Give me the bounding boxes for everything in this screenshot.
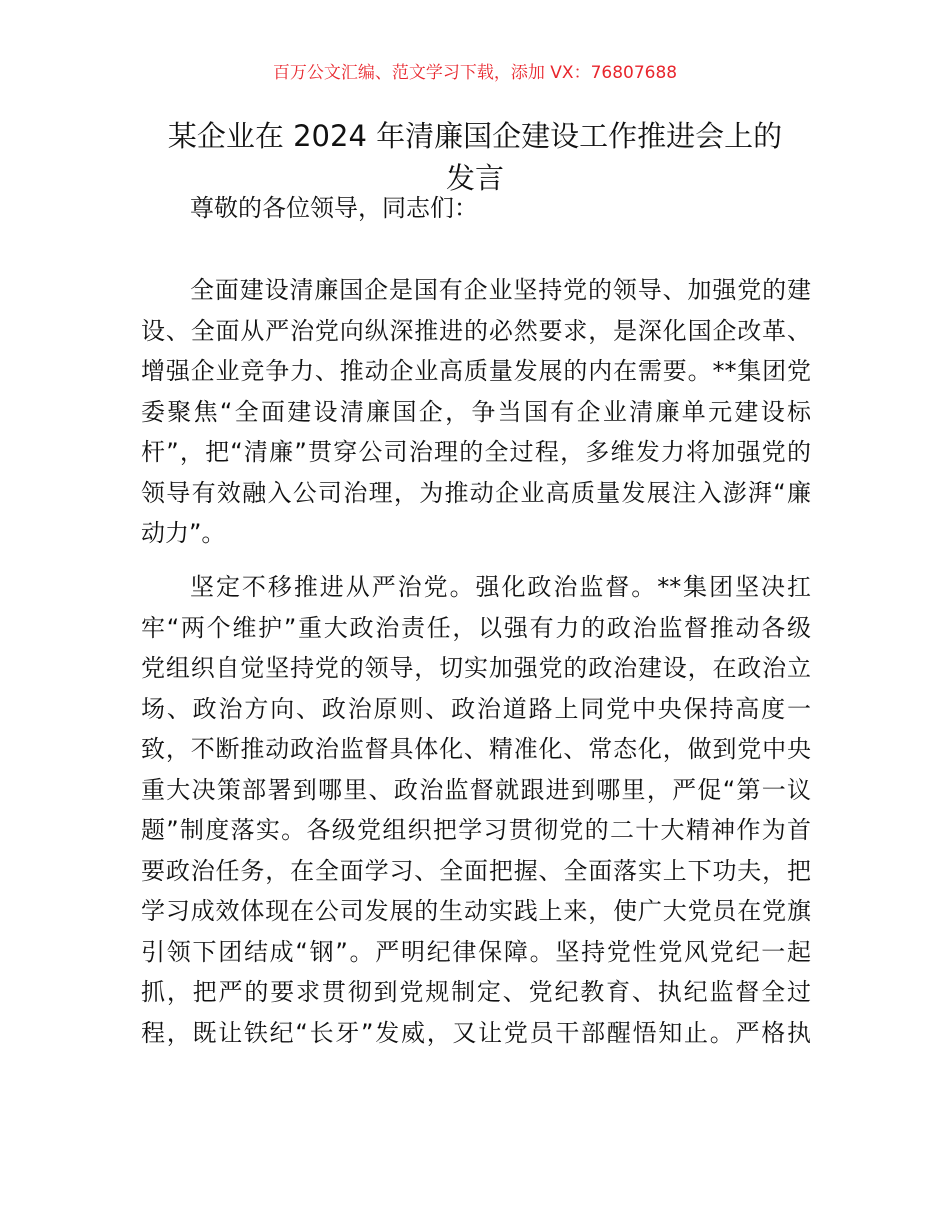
paragraph-1 (141, 270, 811, 554)
paragraph-line: 设、全面从严治党向纵深推进的必然要求，是深化国企改革、 (141, 316, 811, 345)
paragraph-line: 程，既让铁纪“长牙”发威，又让党员干部醒悟知止。严格执 (141, 1018, 811, 1047)
greeting (141, 188, 811, 229)
paragraph-line: 全面建设清廉国企是国有企业坚持党的领导、加强党的建 (190, 276, 811, 304)
paragraph-line: 题”制度落实。各级党组织把学习贯彻党的二十大精神作为首 (141, 816, 811, 844)
paragraph-line: 引领下团结成“钢”。严明纪律保障。坚持党性党风党纪一起 (141, 937, 811, 966)
paragraph-line: 场、政治方向、政治原则、政治道路上同党中央保持高度一 (141, 694, 811, 723)
paragraph-line: 动力”。 (141, 519, 226, 547)
paragraph-line: 增强企业竞争力、推动企业高质量发展的内在需要。**集团党 (141, 357, 811, 385)
paragraph-line: 委聚焦“全面建设清廉国企，争当国有企业清廉单元建设标 (141, 397, 811, 426)
paragraph-line: 致，不断推动政治监督具体化、精准化、常态化，做到党中央 (141, 735, 811, 763)
greeting-text: 尊敬的各位领导，同志们： (190, 194, 478, 222)
document-title (130, 115, 820, 199)
title-line: 发言 (445, 161, 504, 195)
paragraph-line: 学习成效体现在公司发展的生动实践上来，使广大党员在党旗 (141, 897, 811, 925)
title-line: 某企业在 2024 年清廉国企建设工作推进会上的 (167, 119, 783, 153)
paragraph-line: 重大决策部署到哪里、政治监督就跟进到哪里，严促“第一议 (141, 775, 811, 804)
watermark-header: 百万公文汇编、范文学习下载，添加 VX：76807688 (272, 63, 678, 83)
paragraph-line: 党组织自觉坚持党的领导，切实加强党的政治建设，在政治立 (141, 654, 811, 682)
paragraph-line: 牢“两个维护”重大政治责任，以强有力的政治监督推动各级 (141, 613, 811, 642)
paragraph-line: 抓，把严的要求贯彻到党规制定、党纪教育、执纪监督全过 (141, 978, 811, 1006)
paragraph-line: 杆”，把“清廉”贯穿公司治理的全过程，多维发力将加强党的 (141, 438, 811, 466)
paragraph-line: 要政治任务，在全面学习、全面把握、全面落实上下功夫，把 (141, 856, 811, 885)
paragraph-line: 坚定不移推进从严治党。强化政治监督。**集团坚决扛 (190, 573, 811, 601)
paragraph-line: 领导有效融入公司治理，为推动企业高质量发展注入澎湃“廉 (141, 478, 811, 507)
paragraph-2 (141, 567, 811, 1053)
